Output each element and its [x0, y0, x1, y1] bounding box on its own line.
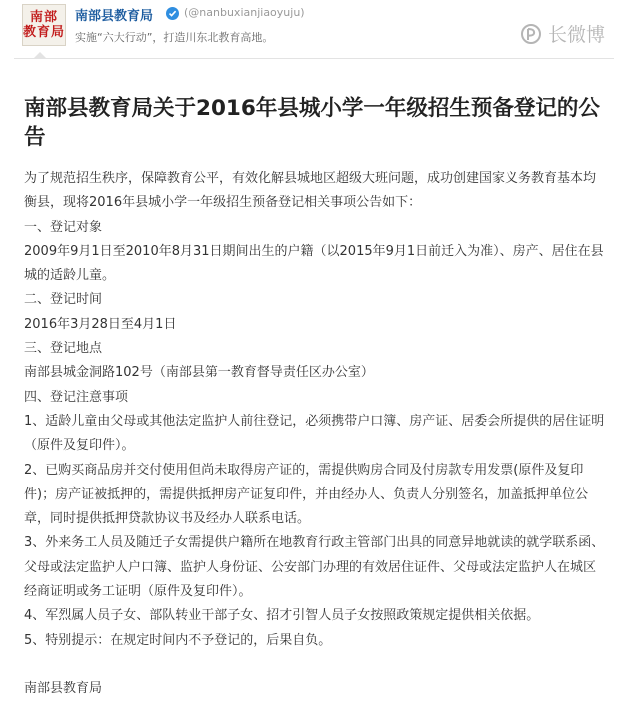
section-heading-registration-time: 二、登记时间: [24, 292, 103, 308]
note-item-4: 4、军烈属人员子女、部队转业干部子女、招才引智人员子女按照政策规定提供相关依据。: [24, 608, 540, 624]
account-handle: (@nanbuxianjiaoyuju): [184, 6, 305, 19]
brand-name: 长微博: [547, 24, 605, 46]
paragraph-intro: 为了规范招生秩序，保障教育公平，有效化解县城地区超级大班问题，成功创建国家义务教育基本均衡县，现将2016年县城小学一年级招生预备登记相关事项公告如下：: [24, 171, 597, 211]
section-heading-notes: 四、登记注意事项: [24, 389, 129, 405]
paragraph-registration-location: 南部县城金洞路102号（南部县第一教育督导责任区办公室）: [24, 365, 374, 381]
article-body: [24, 167, 608, 702]
avatar-text-line2: 教育局: [23, 25, 66, 40]
note-item-2: 2、已购买商品房并交付使用但尚未取得房产证的，需提供购房合同及付房款专用发票(原件及复印件)；房产证被抵押的，需提供抵押房产证复印件，并由经办人、负责人分别签名，加盖抵押单位公章，同时提供抵押贷款协议书及经办人联系电话。: [24, 462, 589, 527]
account-slogan: 实施“六大行动”，打造川东北教育高地。: [75, 31, 274, 44]
section-heading-registration-location: 三、登记地点: [24, 341, 103, 357]
article-title: 南部县教育局关于2016年县城小学一年级招生预备登记的公告: [24, 96, 600, 150]
paragraph-registration-target: 2009年9月1日至2010年8月31日期间出生的户籍（以2015年9月1日前迁入为准）、房产、居住在县城的适龄儿童。: [24, 243, 604, 284]
section-heading-registration-target: 一、登记对象: [24, 219, 103, 235]
avatar-text-line1: 南部: [29, 10, 58, 25]
brand-logo: [520, 20, 605, 47]
signature: 南部县教育局: [24, 681, 103, 697]
paragraph-registration-time: 2016年3月28日至4月1日: [24, 316, 177, 332]
paragraph-spacer: [24, 653, 608, 677]
account-avatar[interactable]: [22, 4, 66, 46]
weibo-header: [0, 0, 627, 62]
header-divider: [14, 58, 614, 59]
divider-pointer: [34, 52, 46, 58]
note-item-1: 1、适龄儿童由父母或其他法定监护人前往登记，必须携带户口簿、房产证、居委会所提供的居住证明（原件及复印件）。: [24, 413, 605, 454]
weibo-logo-icon: [520, 23, 542, 45]
account-name-link[interactable]: 南部县教育局: [75, 9, 154, 24]
verified-badge-icon: [166, 7, 179, 20]
note-item-5: 5、特别提示：在规定时间内不予登记的，后果自负。: [24, 632, 332, 648]
note-item-3: 3、外来务工人员及随迁子女需提供户籍所在地教育行政主管部门出具的同意异地就读的就学联系函、父母或法定监护人户口簿、监护人身份证、公安部门办理的有效居住证件、父母或法定监护人在城区经商证明或务工证明（原件及复印件）。: [24, 535, 605, 600]
